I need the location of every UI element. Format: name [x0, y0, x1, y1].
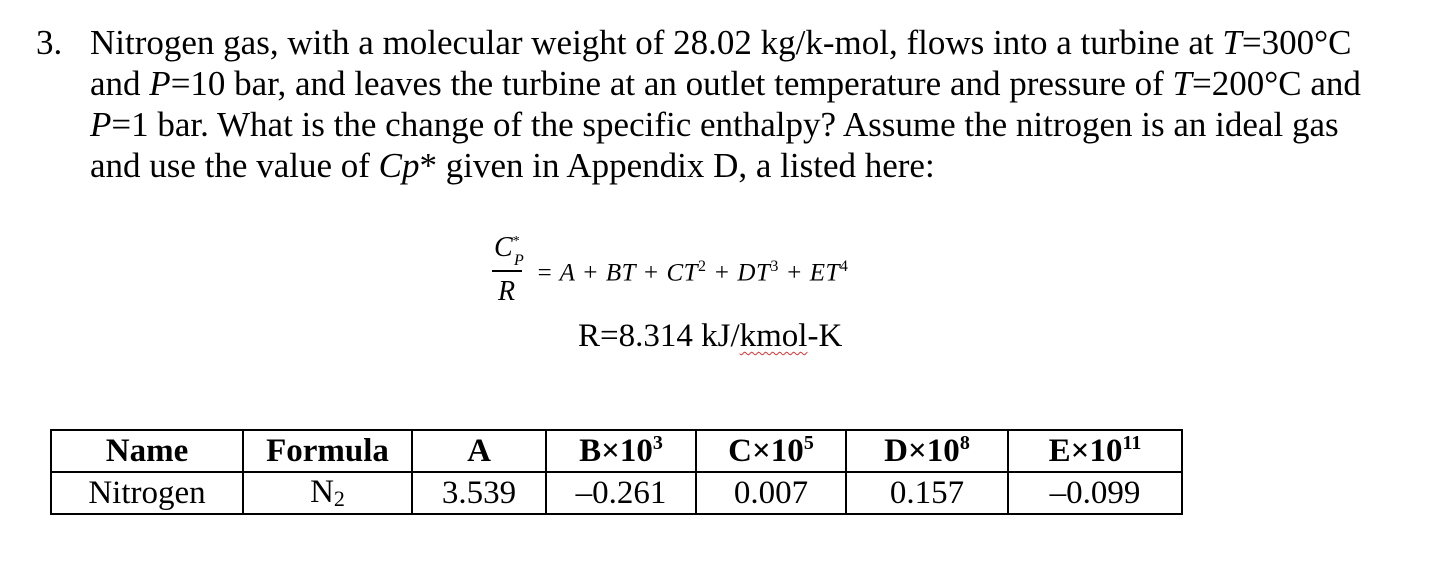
header-e-exponent: 11 — [1122, 432, 1142, 454]
fraction-denominator: R — [498, 276, 516, 307]
line2-variable-t: T — [1172, 64, 1192, 103]
gas-constant-suffix: -K — [807, 318, 843, 354]
line2-text-c: =200°C and — [1192, 64, 1361, 103]
header-c-exponent: 5 — [803, 432, 814, 454]
coefficient-table — [50, 429, 1183, 515]
problem-line-4 — [90, 145, 935, 186]
cell-e: –0.099 — [1008, 472, 1182, 514]
line2-text-b: =10 bar, and leaves the turbine at an outlet temperature and pressure of — [170, 64, 1173, 103]
line4-text-a: and use the value of — [90, 146, 379, 185]
header-b-exponent: 3 — [652, 432, 663, 454]
line2-text-a: and — [90, 64, 150, 103]
rhs-term-2: + DT — [706, 259, 771, 287]
cell-b: –0.261 — [546, 472, 696, 514]
line1-text-b: =300°C — [1241, 23, 1352, 62]
line1-text-a: Nitrogen gas, with a molecular weight of 28.02 kg/k-mol, flows into a turbine at — [90, 23, 1223, 62]
table-row — [51, 472, 1182, 514]
cell-a: 3.539 — [412, 472, 546, 514]
header-b — [546, 430, 696, 472]
problem-line-3 — [90, 104, 1339, 145]
rhs-term-1: = A + BT + CT — [536, 259, 699, 287]
cell-name: Nitrogen — [51, 472, 243, 514]
equation-right-side — [536, 258, 848, 287]
line2-variable-p: P — [149, 64, 171, 103]
problem-line-1 — [90, 22, 1351, 63]
cell-formula-symbol: N — [310, 474, 334, 510]
header-b-label: B×10 — [579, 433, 653, 469]
line4-variable-cp: Cp — [378, 146, 420, 185]
header-d-label: D×10 — [884, 433, 960, 469]
exponent-2: 2 — [698, 258, 707, 275]
exponent-4: 4 — [839, 258, 849, 275]
numerator-subscript: P — [514, 252, 524, 269]
cell-formula — [243, 472, 412, 514]
line4-text-b: * given in Appendix D, a listed here: — [419, 146, 935, 185]
line1-variable-t: T — [1222, 23, 1242, 62]
header-d-exponent: 8 — [959, 432, 970, 454]
header-d — [846, 430, 1008, 472]
cell-formula-subscript: 2 — [333, 486, 345, 511]
gas-constant-unit-word: kmol — [739, 318, 808, 354]
cell-d: 0.157 — [846, 472, 1008, 514]
line3-variable-p: P — [90, 105, 112, 144]
header-c — [696, 430, 846, 472]
fraction-bar — [492, 270, 522, 272]
problem-line-2 — [90, 63, 1361, 104]
numerator-symbol: C — [494, 232, 513, 263]
rhs-term-3: + ET — [778, 259, 840, 287]
header-name: Name — [51, 430, 243, 472]
cp-over-r-fraction — [488, 228, 526, 314]
table-header-row — [51, 430, 1182, 472]
exponent-3: 3 — [770, 258, 779, 275]
numerator-superscript: * — [512, 234, 519, 249]
gas-constant-prefix: R=8.314 kJ/ — [578, 318, 740, 354]
header-e-label: E×10 — [1048, 433, 1123, 469]
problem-number: 3. — [36, 23, 63, 62]
header-formula: Formula — [243, 430, 412, 472]
header-a: A — [412, 430, 546, 472]
header-e — [1008, 430, 1182, 472]
gas-constant — [578, 318, 842, 355]
header-c-label: C×10 — [728, 433, 804, 469]
fraction-numerator — [494, 232, 524, 269]
cell-c: 0.007 — [696, 472, 846, 514]
line3-text-b: =1 bar. What is the change of the specific enthalpy? Assume the nitrogen is an ideal gas — [111, 105, 1339, 144]
